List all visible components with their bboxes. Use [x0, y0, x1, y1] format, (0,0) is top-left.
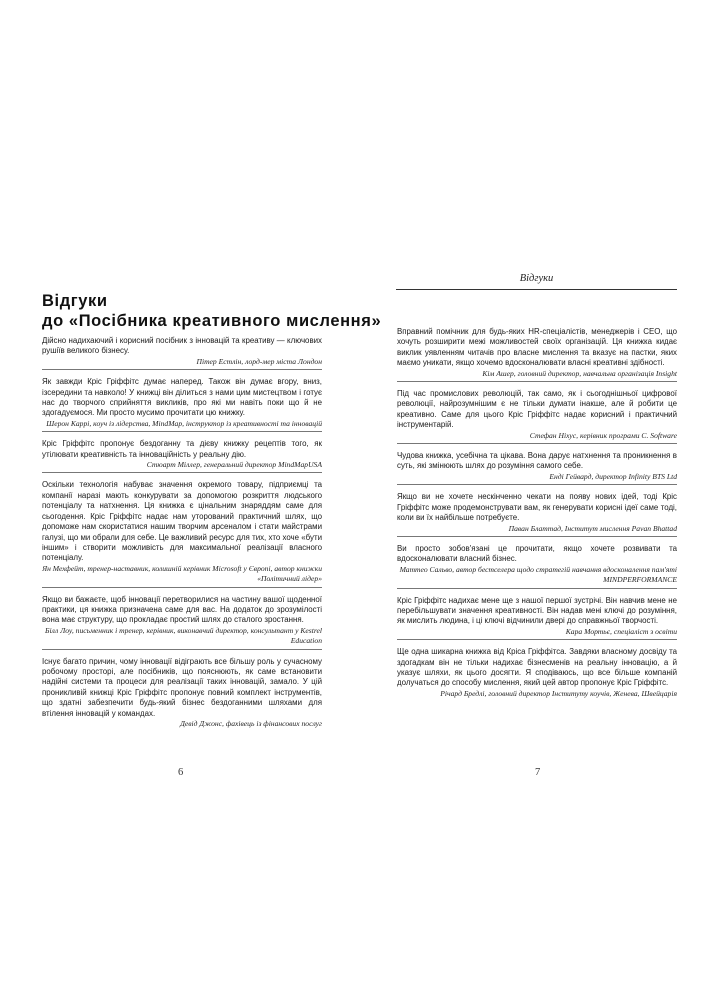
review-text: Якщо ви не хочете нескінченно чекати на появу нових ідей, тоді Кріс Гріффітс може продемонструвати вам, як генерувати корисні ідеї саме тоді, коли ви їх найбільше потребуєте.: [397, 492, 677, 523]
review-author: Енді Гейвард, директор Infinity BTS Ltd: [549, 471, 677, 481]
review-text: Чудова книжка, усебічна та цікава. Вона дарує натхнення та проникнення в суть, які змінюють шлях до розуміння самого себе.: [397, 451, 677, 471]
review-text: Вправний помічник для будь-яких HR-спеціалістів, менеджерів і CEO, що хочуть розширити межі можливостей своїх організацій. Ця книжка кидає виклик уявленням читачів про власне мислення та вказує на пастки, яких маємо уникати, якщо хочемо вдосконалювати власні креативні здібності.: [397, 327, 677, 368]
review-text: Кріс Гріффітс надихає мене ще з нашої першої зустрічі. Він навчив мене не перебільшувати значення креативності. Він надав мені ключі до розуміння, як мислить людина, і ці ключі відчинили двері до справжньої творчості.: [397, 595, 677, 626]
page-title-line-2: до «Посібника креативного мислення»: [42, 312, 382, 330]
page-number: 6: [178, 767, 184, 778]
review-author: Кара Мортьє, спеціаліст з освіти: [565, 626, 677, 636]
review-author: Стюарт Міллер, генеральний директор MindMapUSA: [146, 460, 322, 470]
page-title-line-1: Відгуки: [42, 292, 108, 310]
running-head: Відгуки: [396, 272, 677, 290]
review-author: Кім Ашер, головний директор, навчальна організація Insight: [482, 368, 677, 378]
review: [397, 451, 677, 485]
review-author: Паван Блаттад, Інститут мислення Pavan Bhattad: [508, 523, 677, 533]
review-text: Кріс Гріффітс пропонує бездоганну та дієву книжку рецептів того, як утілювати креативність та інноваційність у реальну дію.: [42, 439, 322, 459]
review-author: Стефан Ніхус, керівник програми C. Software: [529, 430, 677, 440]
review: [42, 480, 322, 587]
review: [397, 389, 677, 444]
page-title: [42, 291, 382, 331]
review-author: Пітер Естлін, лорд-мер міста Лондон: [196, 356, 322, 366]
review-author: Девід Джонс, фахівець із фінансових послуг: [180, 719, 322, 728]
review: [42, 657, 322, 732]
review-author: Білл Лоу, письменник і тренер, керівник, виконавчий директор, консультант у Kestrel Education: [44, 625, 322, 646]
review: [397, 596, 677, 641]
review-author: Маттео Сальво, автор бестселера щодо стратегій навчання вдосконалення пам'яті MINDPERFORMANCE: [399, 564, 677, 585]
left-reviews-column: [42, 336, 322, 738]
review: [397, 492, 677, 537]
review: [42, 439, 322, 473]
review-author: Річард Бредлі, головний директор Інституту коучів, Женева, Швейцарія: [440, 688, 677, 698]
review-text: Під час промислових революцій, так само, як і сьогоднішньої цифрової революції, найрозумнішим є не тільки думати інакше, але й робити це креативно. Саме для цього Кріс Гріффітс надає корисний і практичний інструментарій.: [397, 389, 677, 430]
review-text: Існує багато причин, чому інновації відіграють все більшу роль у сучасному робочому просторі, але посібників, що пояснюють, як саме встановити надійні системи та процеси для реалізації таких інновацій, замало. У цій проникливій книжці Кріс Гріффітс пропонує повний комплект інструментів, що здатні забезпечити будь-який бізнес бездоганними шляхами для втілення інновацій у командах.: [42, 656, 322, 718]
review-text: Якщо ви бажаєте, щоб інновації перетворилися на частину вашої щоденної практики, ця книжка призначена саме для вас. На додаток до зрозумілості вона має структуру, що прокладає простий шлях до сталого зростання.: [42, 594, 322, 625]
review-text: Як завжди Кріс Гріффітс думає наперед. Також він думає вгору, вниз, ізсередини та навколо! У книжці він ділиться з нами цим мистецтвом і готує нас до творчого сприйняття викликів, про які ми навіть поки що й не здогадуємося. Ми просто мусимо прочитати цю книжку.: [42, 377, 322, 418]
review: [397, 544, 677, 589]
review: [42, 595, 322, 650]
review-author: Ян Мехфейт, тренер-наставник, колишній керівник Microsoft у Європі, автор книжки «Політичний лідер»: [42, 563, 322, 584]
review: [397, 647, 677, 701]
review-text: Ще одна шикарна книжка від Кріса Гріффітса. Завдяки власному досвіду та здогадкам він не тільки надихає бізнесменів на реальну інновацію, а й указує шляхи, як цього досягти. Я сподіваюсь, що все більше компаній долучаться до способу мислення, який цей автор пропонує Кріс Гріффітс.: [397, 647, 677, 688]
review: [42, 336, 322, 370]
review: [397, 327, 677, 382]
right-reviews-column: [397, 327, 677, 708]
review: [42, 377, 322, 432]
review-text: Дійсно надихаючий і корисний посібник з інновацій та креативу — ключових рушіїв великого бізнесу.: [42, 336, 322, 356]
review-text: Ви просто зобов'язані це прочитати, якщо хочете розвивати та вдосконалювати власний бізнес.: [397, 543, 677, 564]
review-text: Оскільки технологія набуває значення окремого товару, підприємці та компанії наразі мають конкурувати за допомогою розкриття людського потенціалу та натхнення. Ця книжка є цінальним знаряддям саме для сьогодення. Кріс Гріффітс надає нам уторований практичний шлях, що допоможе нам скористатися нашим творчим арсеналом і стати майстрами галузі, що ми обрали для себе. Це важливий ресурс для тих, хто хоче «бути іншим» і створити можливість для максимальної реалізації власного потенціалу.: [42, 480, 322, 563]
review-author: Шерон Каррі, коуч із лідерства, MindMap, інструктор із креативності та інновацій: [46, 418, 322, 428]
page-number: 7: [535, 767, 541, 778]
